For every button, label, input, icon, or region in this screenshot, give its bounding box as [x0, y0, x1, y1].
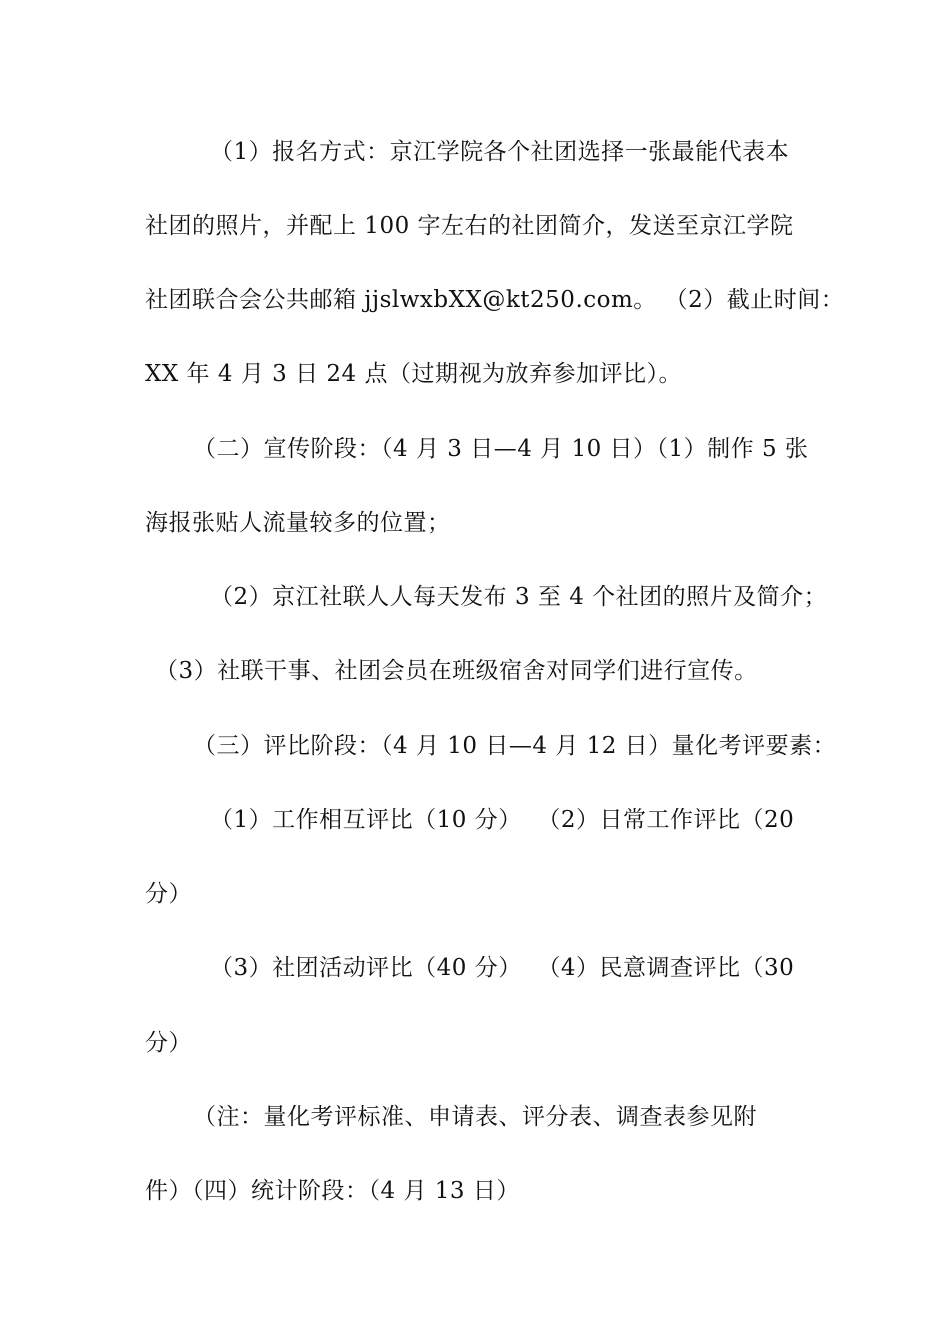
paragraph-line-12: （3）社团活动评比（40 分） （4）民意调查评比（30 — [210, 955, 795, 981]
paragraph-line-15: 件）（四）统计阶段：（4 月 13 日） — [145, 1178, 520, 1204]
paragraph-line-6: 海报张贴人流量较多的位置； — [145, 510, 451, 536]
paragraph-line-8: （3）社联干事、社团会员在班级宿舍对同学们进行宣传。 — [155, 658, 758, 684]
paragraph-line-7: （2）京江社联人人每天发布 3 至 4 个社团的照片及简介； — [210, 584, 828, 610]
paragraph-line-9: （三）评比阶段：（4 月 10 日—4 月 12 日）量化考评要素： — [193, 733, 837, 759]
paragraph-line-10: （1）工作相互评比（10 分） （2）日常工作评比（20 — [210, 807, 795, 833]
paragraph-line-5: （二）宣传阶段：（4 月 3 日—4 月 10 日）（1）制作 5 张 — [193, 436, 809, 462]
paragraph-line-3: 社团联合会公共邮箱 jjslwxbXX@kt250.com。 （2）截止时间： — [145, 287, 845, 313]
paragraph-line-4: XX 年 4 月 3 日 24 点（过期视为放弃参加评比）。 — [145, 361, 682, 387]
paragraph-line-2: 社团的照片，并配上 100 字左右的社团简介，发送至京江学院 — [145, 213, 794, 239]
paragraph-line-11: 分） — [145, 881, 192, 907]
paragraph-line-1: （1）报名方式：京江学院各个社团选择一张最能代表本 — [210, 139, 790, 165]
paragraph-line-14: （注：量化考评标准、申请表、评分表、调查表参见附 — [193, 1104, 757, 1130]
paragraph-line-13: 分） — [145, 1030, 192, 1056]
